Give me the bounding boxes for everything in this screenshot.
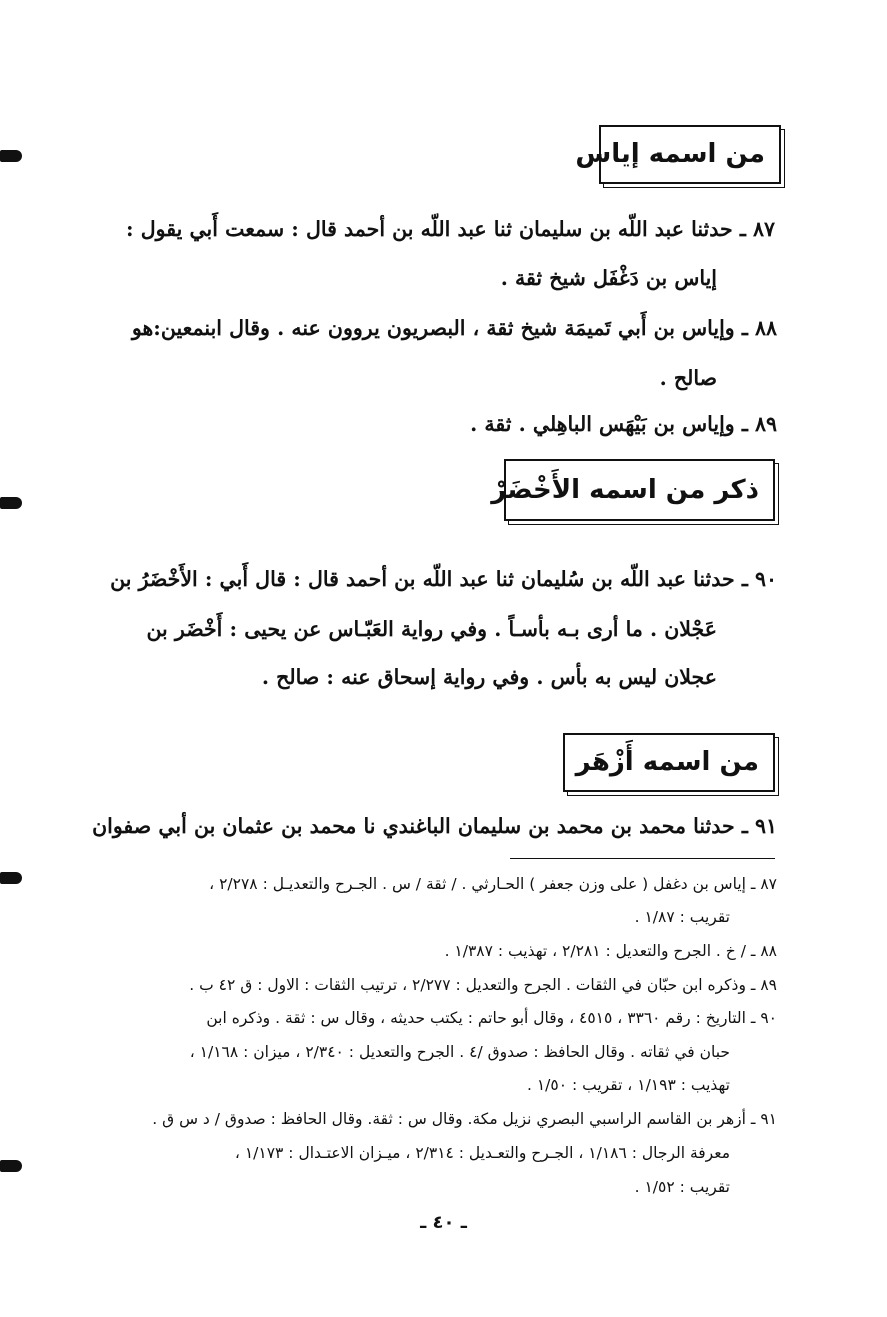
- footnote-88-line-1: ٨٨ ـ / خ . الجرح والتعديل : ٢/٢٨١ ، تهذيب : ١/٣٨٧ .: [444, 942, 777, 960]
- page-number: ـ ٤٠ ـ: [420, 1212, 467, 1233]
- section-heading-azhar: [563, 733, 775, 792]
- entry-90-line-2: عَجْلان . ما أرى بـه بأسـاً . وفي رواية العَبّـاس عن يحيى : أَخْضَر بن: [146, 617, 717, 641]
- footnote-87-line-1: ٨٧ ـ إياس بن دغفل ( على وزن جعفر ) الحـارثي . / ثقة / س . الجـرح والتعديـل : ٢/٢٧٨ ،: [209, 875, 777, 893]
- footnote-91-line-2: معرفة الرجال : ١/١٨٦ ، الجـرح والتعـديل : ٢/٣١٤ ، ميـزان الاعتـدال : ١/١٧٣ ،: [234, 1144, 730, 1162]
- footnote-separator: [510, 858, 775, 859]
- section-heading-iyas-text: من اسمه إياس: [575, 139, 765, 169]
- footnote-90-line-3: تهذيب : ١/١٩٣ ، تقريب : ١/٥٠ .: [527, 1076, 730, 1094]
- entry-90-line-3: عجلان ليس به بأس . وفي رواية إسحاق عنه : صالح .: [261, 665, 717, 689]
- footnote-91-line-3: تقريب : ١/٥٢ .: [634, 1178, 730, 1196]
- entry-90-line-1: ٩٠ ـ حدثنا عبد اللّه بن سُليمان ثنا عبد اللّه بن أحمد قال : قال أَبي : الأَخْضَرُ بن: [110, 567, 777, 591]
- entry-87-line-2: إياس بن دَغْفَل شيخ ثقة .: [500, 266, 717, 290]
- footnote-90-line-2: حبان في ثقاته . وقال الحافظ : صدوق /٤ . الجرح والتعديل : ٢/٣٤٠ ، ميزان : ١/١٦٨ ،: [189, 1043, 730, 1061]
- entry-91-line-1: ٩١ ـ حدثنا محمد بن محمد بن سليمان الباغندي نا محمد بن عثمان بن أبي صفوان: [92, 814, 777, 838]
- footnote-91-line-1: ٩١ ـ أزهر بن القاسم الراسبي البصري نزيل مكة. وقال س : ثقة. وقال الحافظ : صدوق / د س ق .: [152, 1110, 777, 1128]
- binding-mark: [0, 497, 22, 509]
- section-heading-akhdar-text: ذكر من اسمه الأَخْضَرْ: [491, 475, 759, 505]
- section-heading-akhdar: [491, 459, 775, 521]
- entry-88-line-2: صالح .: [659, 366, 717, 390]
- entry-88-line-1: ٨٨ ـ وإياس بن أَبي تَميمَة شيخ ثقة ، البصريون يروون عنه . وقال ابنمعين:هو: [131, 316, 777, 340]
- binding-mark: [0, 872, 22, 884]
- footnote-90-line-1: ٩٠ ـ التاريخ : رقم ٣٣٦٠ ، ٤٥١٥ ، وقال أبو حاتم : يكتب حديثه ، وقال س : ثقة . وذكره ابن: [206, 1009, 777, 1027]
- section-heading-iyas: [575, 125, 781, 184]
- entry-89-line-1: ٨٩ ـ وإياس بن بَيْهَس الباهِلي . ثقة .: [470, 412, 777, 436]
- entry-87-line-1: ٨٧ ـ حدثنا عبد اللّه بن سليمان ثنا عبد اللّه بن أحمد قال : سمعت أَبي يقول :: [126, 217, 775, 241]
- binding-mark: [0, 1160, 22, 1172]
- footnote-87-line-2: تقريب : ١/٨٧ .: [634, 908, 730, 926]
- footnote-89-line-1: ٨٩ ـ وذكره ابن حبّان في الثقات . الجرح والتعديل : ٢/٢٧٧ ، ترتيب الثقات : الاول : ق ٤٢ ب .: [189, 976, 777, 994]
- binding-mark: [0, 150, 22, 162]
- section-heading-azhar-text: من اسمه أَزْهَر: [575, 747, 759, 777]
